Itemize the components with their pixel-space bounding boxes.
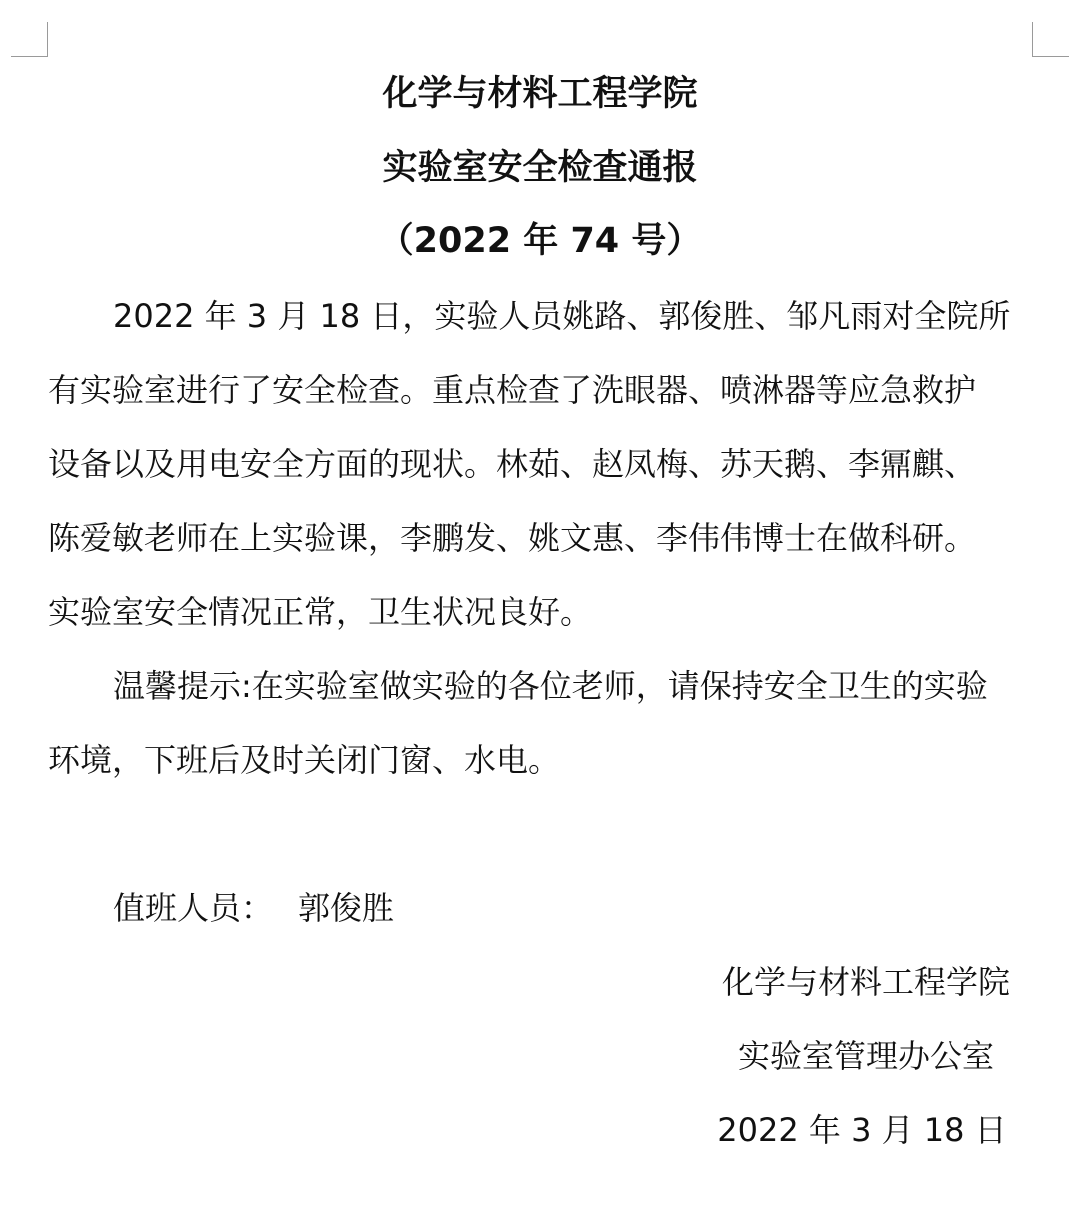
- page-subtitle: 实验室安全检查通报: [382, 148, 698, 188]
- duty-name: 郭俊胜: [298, 889, 395, 927]
- paragraph1-line: 陈爱敏老师在上实验课，李鹏发、姚文惠、李伟伟博士在做科研。: [48, 519, 977, 557]
- paragraph2-line: 环境，下班后及时关闭门窗、水电。: [48, 741, 561, 779]
- signature-org: 化学与材料工程学院: [721, 963, 1010, 1001]
- duty-label: 值班人员：: [113, 889, 274, 927]
- page-title: 化学与材料工程学院: [382, 74, 698, 114]
- paragraph1-line: 设备以及用电安全方面的现状。林茹、赵凤梅、苏天鹅、李鼏麒、: [48, 445, 977, 483]
- crop-mark-top-right: [1032, 22, 1069, 57]
- issue-number: （2022 年 74 号）: [378, 221, 702, 261]
- crop-mark-top-left: [11, 22, 48, 57]
- paragraph1-line: 实验室安全情况正常，卫生状况良好。: [48, 593, 593, 631]
- paragraph1-line: 有实验室进行了安全检查。重点检查了洗眼器、喷淋器等应急救护: [48, 371, 977, 409]
- signature-date: 2022 年 3 月 18 日: [717, 1111, 1007, 1149]
- signature-office: 实验室管理办公室: [737, 1037, 994, 1075]
- paragraph1-line: 2022 年 3 月 18 日，实验人员姚路、郭俊胜、邹凡雨对全院所: [113, 297, 1011, 335]
- paragraph2-line: 温馨提示:在实验室做实验的各位老师，请保持安全卫生的实验: [113, 667, 988, 705]
